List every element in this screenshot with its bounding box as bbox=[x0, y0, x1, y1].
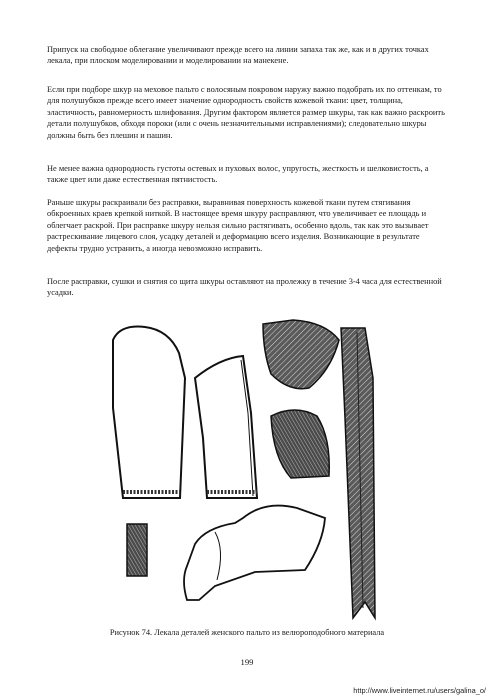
sleeve-piece-right bbox=[195, 356, 257, 498]
yoke-piece bbox=[184, 506, 325, 600]
figure-caption: Рисунок 74. Лекала деталей женского пальто из велюроподобного материала bbox=[109, 628, 385, 637]
front-strip-piece bbox=[341, 328, 375, 618]
page-number: 199 bbox=[240, 657, 254, 667]
pocket-piece bbox=[127, 524, 147, 576]
paragraph-4: Раньше шкуры раскраивали без расправки, выравнивая поверхность кожевой ткани путем стягивания обкроенных краев крепкой ниткой. В настоящее время шкуру расправляют, что увеличивает ее площадь и облегчает раскрой. При расправке шкуру нельзя сильно растягивать, особенно вдоль, так как это вызывает растрескивание лицевого слоя, усадку деталей и деформацию всего изделия. Возникающие в результате дефекты трудно устранить, а иногда невозможно исправить. bbox=[47, 198, 429, 253]
paragraph-2: Если при подборе шкур на меховое пальто с волосяным покровом наружу важно подобрать их по оттенкам, то для полушубков прежде всего имеет значение однородность свойств кожевой ткани: цвет, толщина, эластичность, равномерность шлифования. Другим фактором является размер шкуры, так как важно раскроить детали полушубков, обходя пороки (или с очень незначительными исправлениями); следовательно шкуры должны быть без плешин и пашин. bbox=[47, 85, 445, 140]
paragraph-3: Не менее важна однородность густоты остевых и пуховых волос, упругость, жесткость и шелковистость, а также цвет или даже естественная пятнистость. bbox=[47, 164, 429, 185]
sleeve-piece-left bbox=[113, 327, 185, 498]
pattern-pieces-figure bbox=[95, 318, 395, 623]
paragraph-1: Припуск на свободное облегание увеличивают прежде всего на линии запаха так же, как и в других точках лекала, при плоском моделировании и моделировании на манекене. bbox=[47, 45, 429, 66]
watermark-url: http://www.liveinternet.ru/users/galina_o/ bbox=[353, 686, 486, 695]
collar-piece bbox=[263, 320, 339, 389]
paragraph-5: После расправки, сушки и снятия со щита шкуры оставляют на пролежку в течение 3-4 часа для естественной усадки. bbox=[47, 277, 442, 298]
facing-piece bbox=[271, 410, 329, 478]
